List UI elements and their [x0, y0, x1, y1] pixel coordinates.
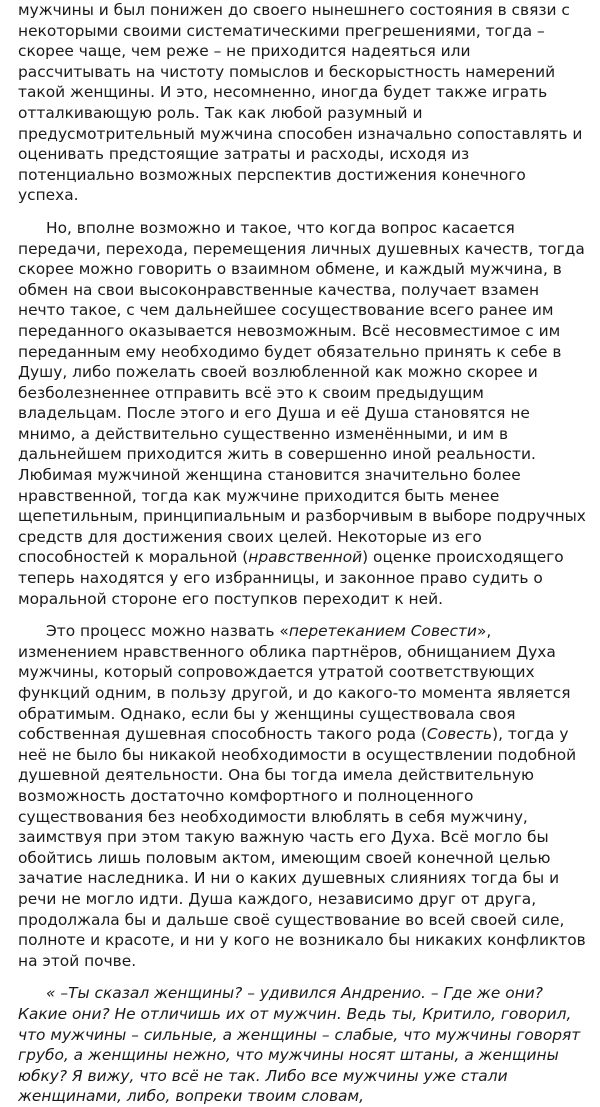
italic-text: Совесть: [426, 725, 493, 744]
paragraph: [18, 218, 586, 609]
text-run: « –Ты сказал женщины? – удивился Андренио. – Где же они? Какие они? Не отличишь их от мужчин. Ведь ты, Критило, говорил, что мужчины – сильные, а женщины – слабые, что мужчины говорят грубо, а женщины нежно, что мужчины носят штаны, а женщины юбку? Я вижу, что всё не так. Либо все мужчины уже стали женщинами, либо, вопреки твоим словам,: [18, 984, 581, 1106]
text-run: ), тогда у неё не было бы никакой необходимости в осуществлении подобной душевной деятельности. Она бы тогда имела действительную возможность достаточно комфортного и полноценного существования без необходимости влюблять в себя мужчину, заимствуя при этом такую важную часть его Духа. Всё могло бы обойтись лишь половым актом, имеющим своей конечной целью зачатие наследника. И ни о каких душевных слияниях тогда бы и речи не могло идти. Душа каждого, независимо друг от друга, продолжала бы и дальше своё существование во всей своей силе, полноте и красоте, и ни у кого не возникало бы никаких конфликтов на этой почве.: [18, 725, 586, 970]
text-run: », изменением нравственного облика партнёров, обнищанием Духа мужчины, который сопровождается утратой соответствующих функций одним, в пользу другой, и до какого-то момента является обратимым. Однако, если бы у женщины существовала своя собственная душевная способность такого рода (: [18, 622, 571, 744]
paragraph: [18, 0, 586, 206]
text-run: мужчины и был понижен до своего нынешнего состояния в связи с некоторыми своими систематическими прегрешениями, тогда – скорее чаще, чем реже – не приходится надеяться или рассчитывать на чистоту помыслов и бескорыстность намерений такой женщины. И это, несомненно, иногда будет также играть отталкивающую роль. Так как любой разумный и предусмотрительный мужчина способен изначально сопоставлять и оценивать предстоящие затраты и расходы, исходя из потенциально возможных перспектив достижения конечного успеха.: [18, 1, 583, 205]
italic-text: нравственной: [248, 548, 363, 567]
text-run: Это процесс можно назвать «: [46, 622, 289, 641]
quote-paragraph: [18, 983, 586, 1107]
paragraph: [18, 621, 586, 971]
text-run: ) оценке происходящего теперь находятся у его избранницы, и законное право судить о моральной стороне его поступков переходит к ней.: [18, 548, 564, 608]
italic-text: перетеканием Совести: [288, 622, 477, 641]
text-run: Но, вполне возможно и такое, что когда вопрос касается передачи, перехода, перемещения личных душевных качеств, тогда скорее можно говорить о взаимном обмене, и каждый мужчина, в обмен на свои высоконравственные качества, получает взамен нечто такое, с чем дальнейшее сосуществование всего ранее им переданного оказывается невозможным. Всё несовместимое с им переданным ему необходимо будет обязательно принять к себе в Душу, либо пожелать своей возлюбленной как можно скорее и безболезненнее отправить всё это к своим предыдущим владельцам. После этого и его Душа и её Душа становятся не мнимо, а действительно существенно изменёнными, и им в дальнейшем приходится жить в совершенно иной реальности. Любимая мужчиной женщина становится значительно более нравственной, тогда как мужчине приходится быть менее щепетильным, принципиальным и разборчивым в выборе подручных средств для достижения своих целей. Некоторые из его способностей к моральной (: [18, 218, 586, 567]
